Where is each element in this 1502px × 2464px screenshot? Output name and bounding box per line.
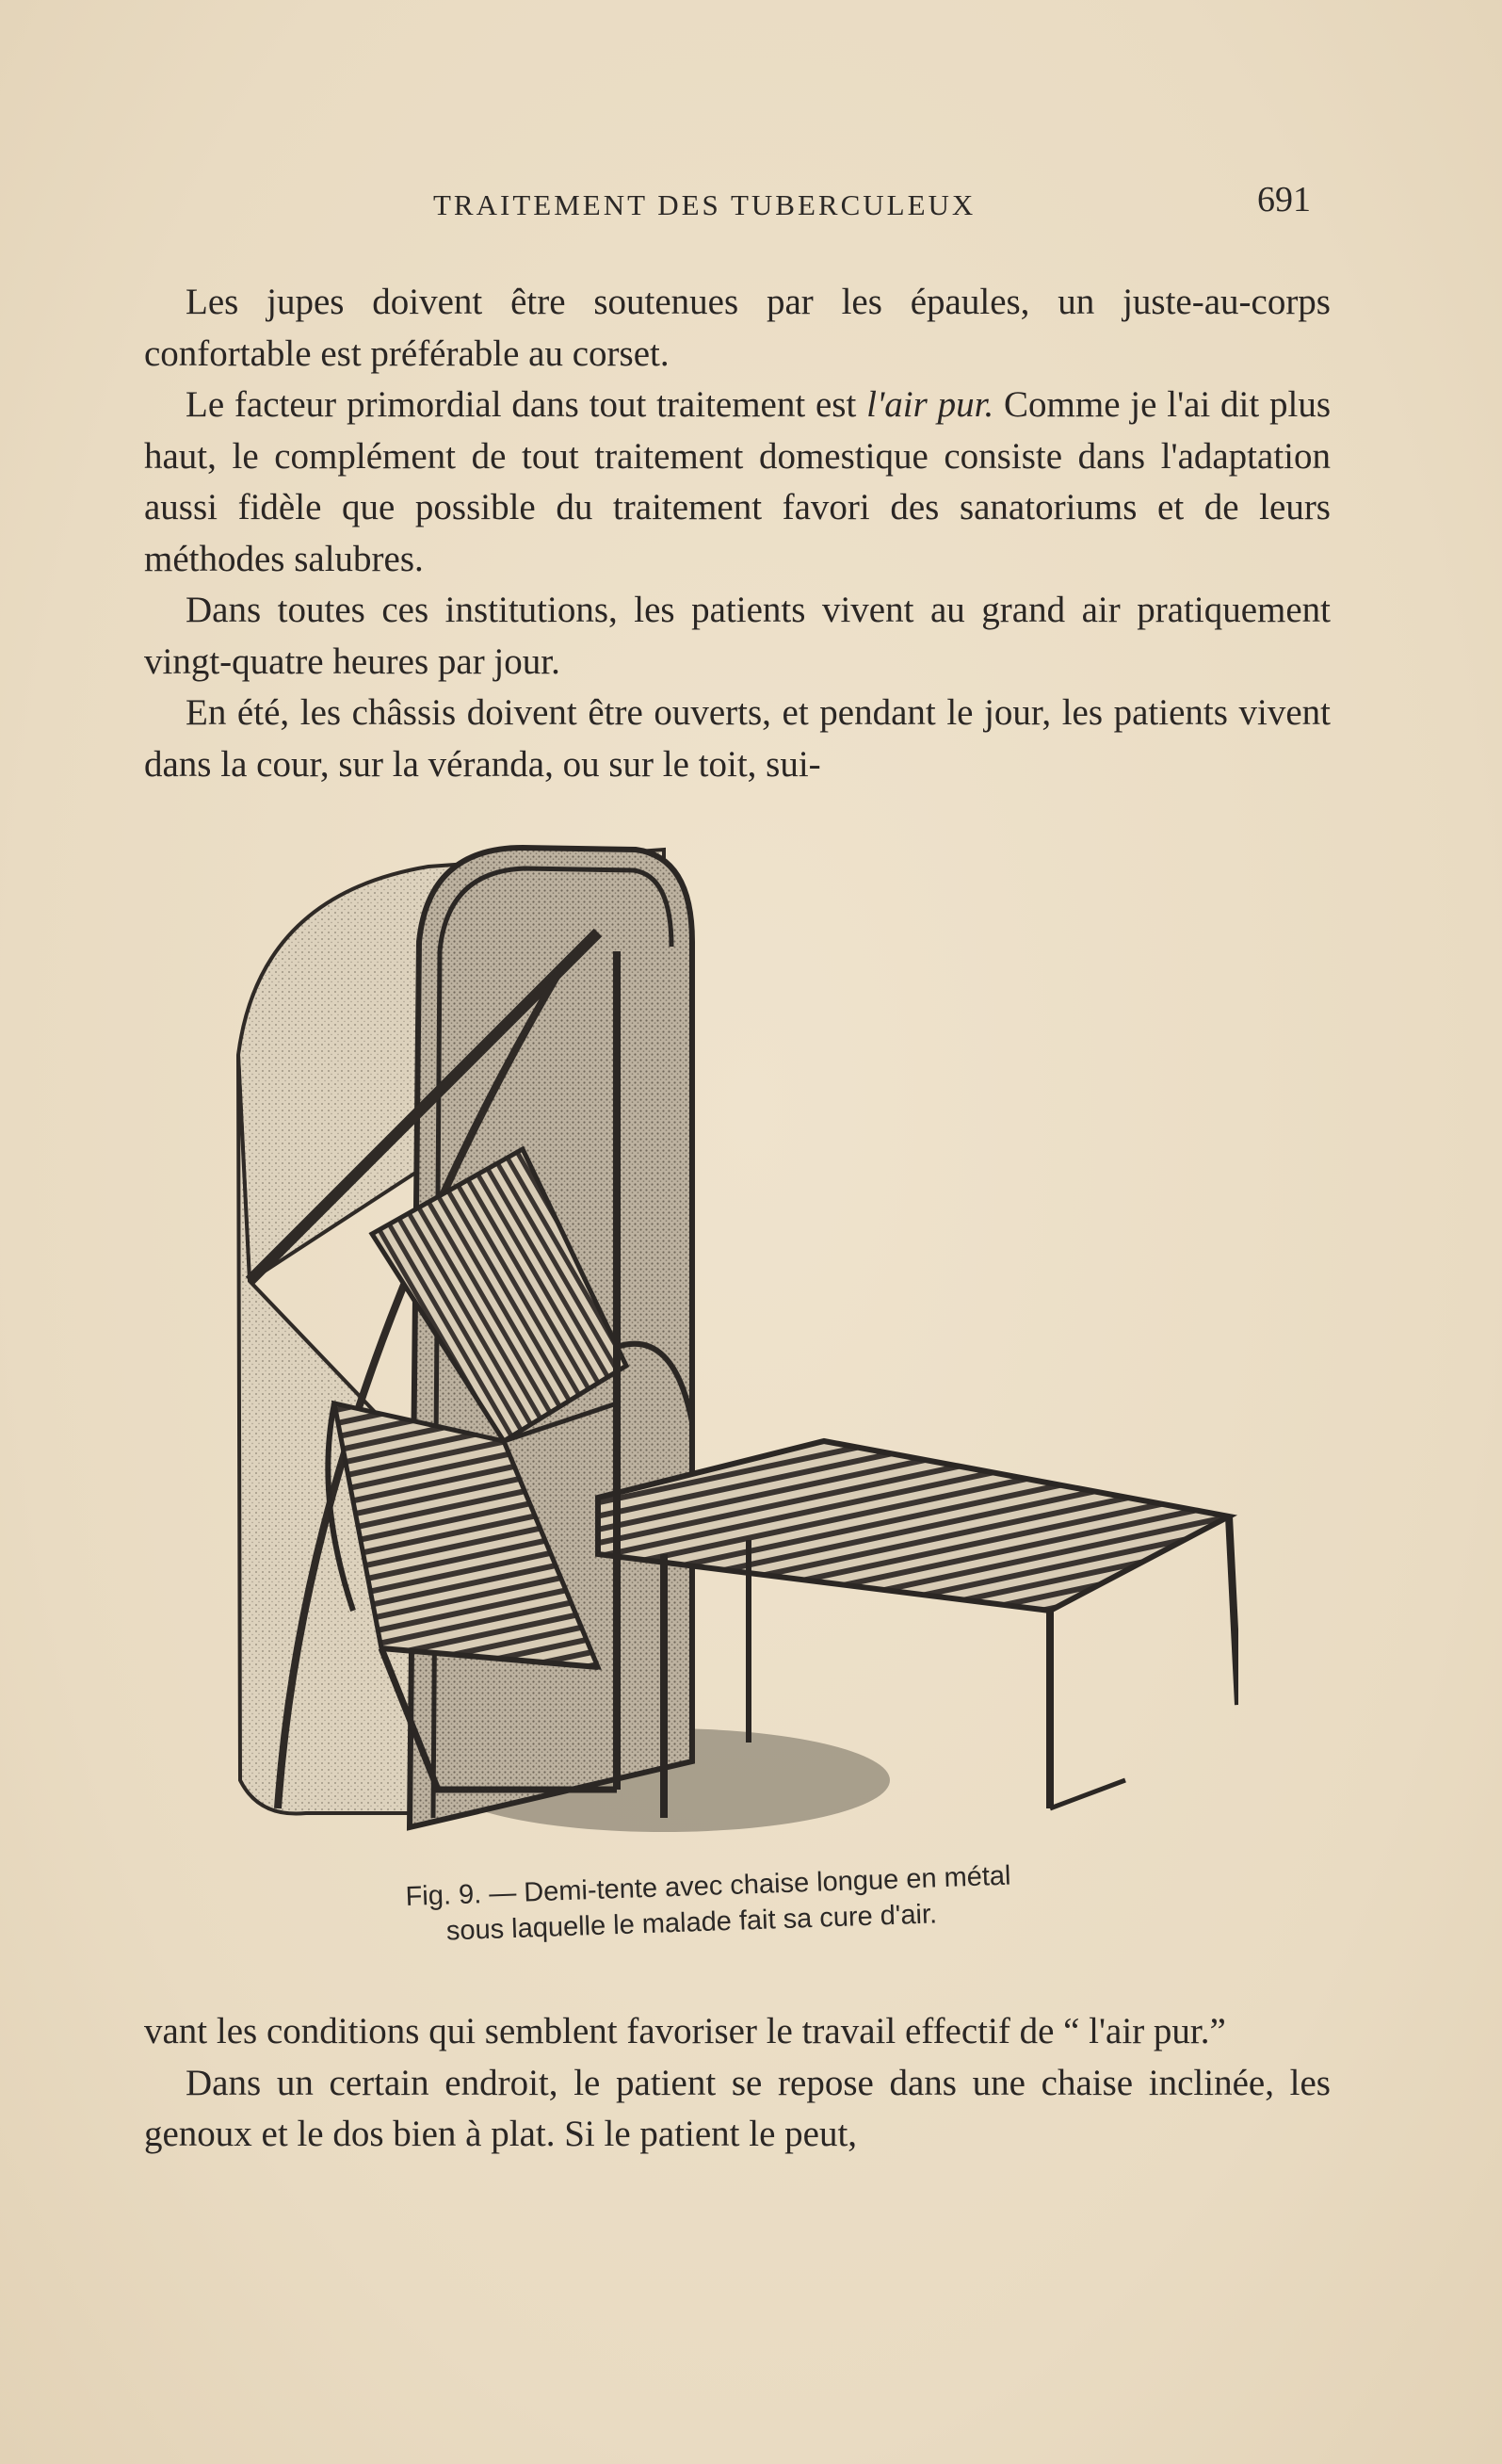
caption-line: Fig. 9. — Demi-tente avec chaise longue en métal: [405, 1860, 1011, 1912]
emphasis-text: l'air pur.: [866, 384, 994, 425]
figure-illustration-tent-chair: [221, 838, 1238, 1874]
paragraph: Dans un certain endroit, le patient se repose dans une chaise inclinée, les genoux et le dos bien à plat. Si le patient le peut,: [144, 2062, 1331, 2154]
paragraph: Le facteur primordial dans tout traitement est l'air pur. Comme je l'ai dit plus haut, le complément de tout traitement domestique consiste dans l'adaptation aussi fidèle que possible du traitement favori des sanatoriums et de leurs méthodes salubres.: [144, 384, 1332, 579]
body-text-top: [144, 277, 1331, 790]
paragraph: vant les conditions qui semblent favoriser le travail effectif de “ l'air pur.”: [144, 2011, 1226, 2051]
running-title: TRAITEMENT DES TUBERCULEUX: [433, 188, 977, 221]
caption-line: sous laquelle le malade fait sa cure d'air.: [445, 1899, 938, 1947]
page-number: 691: [1257, 180, 1311, 219]
body-text-bottom: [144, 2006, 1331, 2161]
paragraph: En été, les châssis doivent être ouverts, et pendant le jour, les patients vivent dans la cour, sur la véranda, ou sur le toit, sui-: [144, 692, 1331, 785]
paragraph: Dans toutes ces institutions, les patients vivent au grand air pratiquement vingt-quatre heures par jour.: [144, 590, 1331, 682]
paragraph: Les jupes doivent être soutenues par les épaules, un juste-au-corps confortable est préférable au corset.: [144, 282, 1331, 374]
tent-chair-engraving: [221, 838, 1238, 1874]
